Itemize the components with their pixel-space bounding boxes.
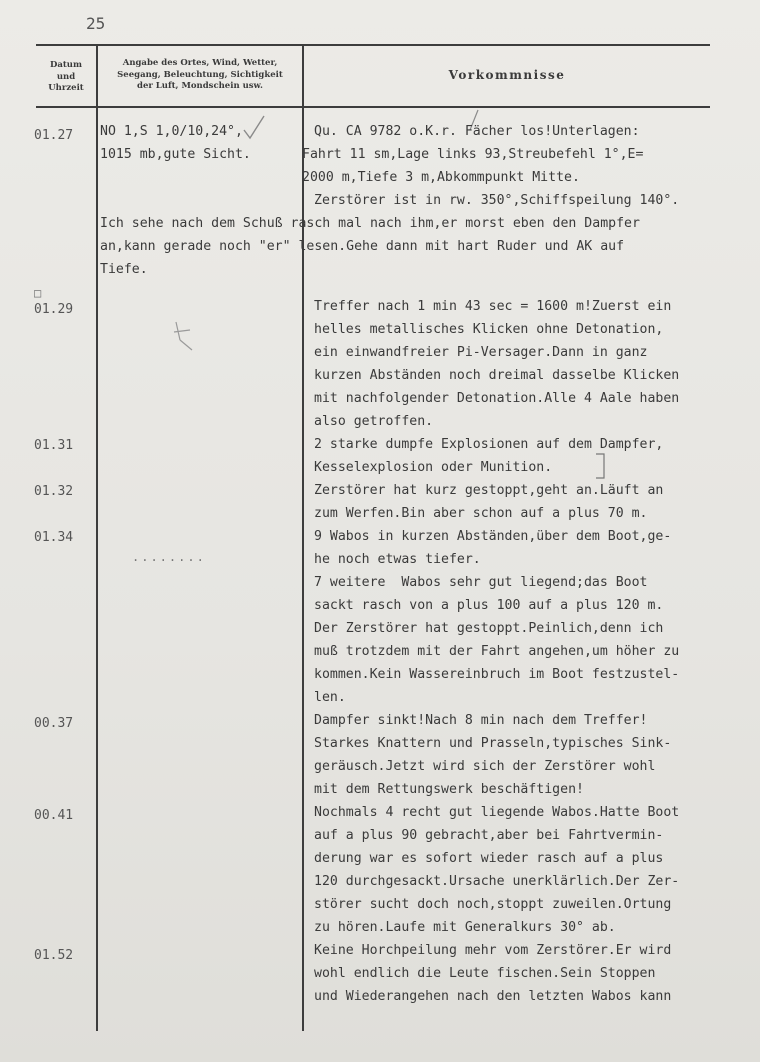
header-date-line: Uhrzeit [48, 83, 84, 93]
log-line: Keine Horchpeilung mehr vom Zerstörer.Er wird [314, 943, 672, 958]
pencil-scribble-icon [168, 318, 198, 354]
log-line: 120 durchgesackt.Ursache unerklärlich.Der Zer- [314, 874, 680, 889]
log-line: kurzen Abständen noch dreimal dasselbe Klicken [314, 368, 680, 383]
weather-line: NO 1,S 1,0/10,24°, [100, 124, 243, 139]
weather-line: 1015 mb,gute Sicht. [100, 147, 251, 162]
log-line: störer sucht doch noch,stoppt zuweilen.Ortung [314, 897, 672, 912]
log-line: Tiefe. [100, 262, 148, 277]
log-line: Fahrt 11 sm,Lage links 93,Streubefehl 1°,E= [302, 147, 644, 162]
top-rule [36, 44, 710, 46]
header-events: Vorkommnisse [448, 68, 566, 82]
log-line: also getroffen. [314, 414, 434, 429]
margin-mark: □ [34, 286, 42, 300]
page-number: 25 [86, 14, 106, 33]
time-entry: 01.31 [34, 438, 74, 453]
log-line: ein einwandfreier Pi-Versager.Dann in ganz [314, 345, 648, 360]
log-line: Zerstörer hat kurz gestoppt,geht an.Läuft an [314, 483, 664, 498]
log-line: wohl endlich die Leute fischen.Sein Stoppen [314, 966, 656, 981]
log-line: Starkes Knattern und Prasseln,typisches Sink- [314, 736, 672, 751]
header-date-line: und [56, 71, 76, 82]
log-line: Dampfer sinkt!Nach 8 min nach dem Treffer! [314, 713, 648, 728]
log-line: muß trotzdem mit der Fahrt angehen,um höher zu [314, 644, 680, 659]
time-entry: 01.27 [34, 128, 74, 143]
log-line: mit dem Rettungswerk beschäftigen! [314, 782, 584, 797]
log-line: he noch etwas tiefer. [314, 552, 481, 567]
pencil-check-icon [240, 112, 270, 142]
log-line: Ich sehe nach dem Schuß rasch mal nach ihm,er morst eben den Dampfer [100, 216, 640, 231]
time-entry: 00.37 [34, 716, 74, 731]
header-date-time [36, 60, 96, 95]
log-line: helles metallisches Klicken ohne Detonation, [314, 322, 664, 337]
log-line: an,kann gerade noch "er" lesen.Gehe dann mit hart Ruder und AK auf [100, 239, 625, 254]
log-line: Zerstörer ist in rw. 350°,Schiffspeilung 140°. [314, 193, 680, 208]
time-entry: 00.41 [34, 808, 74, 823]
log-line: zum Werfen.Bin aber schon auf a plus 70 m. [314, 506, 648, 521]
log-line: 2 starke dumpfe Explosionen auf dem Dampfer, [314, 437, 664, 452]
header-bottom-rule [36, 106, 710, 108]
log-line: Qu. CA 9782 o.K.r. Fächer los!Unterlagen: [314, 124, 640, 139]
dotted-leader: ........ [132, 550, 206, 564]
log-line: Kesselexplosion oder Munition. [314, 460, 553, 475]
header-location-line: Seegang, Beleuchtung, Sichtigkeit [117, 69, 283, 80]
time-entry: 01.52 [34, 948, 74, 963]
column-divider-1 [96, 46, 98, 1031]
header-location-weather [98, 58, 302, 93]
log-line: Der Zerstörer hat gestoppt.Peinlich,denn ich [314, 621, 664, 636]
log-line: 2000 m,Tiefe 3 m,Abkommpunkt Mitte. [302, 170, 580, 185]
header-location-line: Angabe des Ortes, Wind, Wetter, [122, 58, 278, 68]
log-line: len. [314, 690, 346, 705]
time-entry: 01.32 [34, 484, 74, 499]
column-divider-2 [302, 46, 304, 1031]
log-line: derung war es sofort wieder rasch auf a plus [314, 851, 664, 866]
log-line: mit nachfolgender Detonation.Alle 4 Aale haben [314, 391, 680, 406]
log-line: 7 weitere Wabos sehr gut liegend;das Boot [314, 575, 648, 590]
log-line: Treffer nach 1 min 43 sec = 1600 m!Zuerst ein [314, 299, 672, 314]
log-line: und Wiederangehen nach den letzten Wabos kann [314, 989, 672, 1004]
log-line: zu hören.Laufe mit Generalkurs 30° ab. [314, 920, 616, 935]
pencil-bracket-icon [594, 452, 608, 482]
time-entry: 01.29 [34, 302, 74, 317]
log-line: Nochmals 4 recht gut liegende Wabos.Hatte Boot [314, 805, 680, 820]
log-line: sackt rasch von a plus 100 auf a plus 120 m. [314, 598, 664, 613]
log-line: 9 Wabos in kurzen Abständen,über dem Boot,ge- [314, 529, 672, 544]
header-date-line: Datum [50, 60, 82, 70]
header-location-line: der Luft, Mondschein usw. [137, 81, 263, 91]
log-line: auf a plus 90 gebracht,aber bei Fahrtvermin- [314, 828, 664, 843]
log-line: geräusch.Jetzt wird sich der Zerstörer wohl [314, 759, 656, 774]
log-line: kommen.Kein Wassereinbruch im Boot festzustel- [314, 667, 680, 682]
time-entry: 01.34 [34, 530, 74, 545]
